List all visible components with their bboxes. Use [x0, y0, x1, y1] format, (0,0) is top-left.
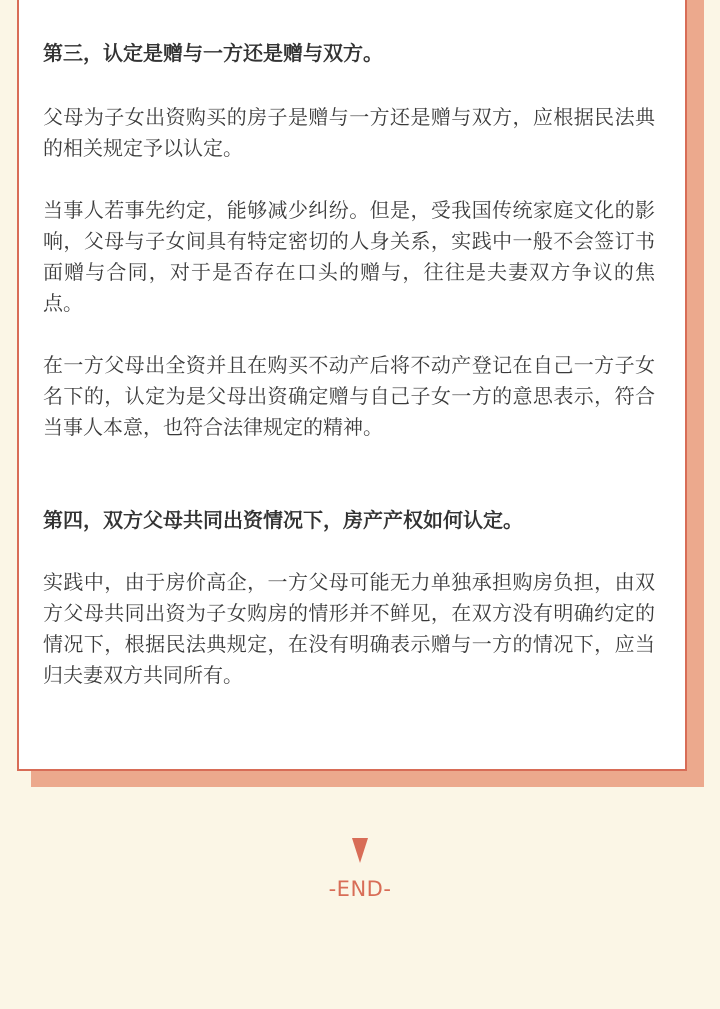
section-3-paragraph-1: 父母为子女出资购买的房子是赠与一方还是赠与双方，应根据民法典的相关规定予以认定。	[43, 105, 655, 160]
section-heading-3: 第三，认定是赠与一方还是赠与双方。	[43, 41, 383, 65]
section-3-paragraph-3: 在一方父母出全资并且在购买不动产后将不动产登记在自己一方子女名下的，认定为是父母出资确定赠与自己子女一方的意思表示，符合当事人本意，也符合法律规定的精神。	[43, 353, 655, 439]
end-label: -END-	[328, 877, 392, 901]
section-3-paragraph-2: 当事人若事先约定，能够减少纠纷。但是，受我国传统家庭文化的影响，父母与子女间具有特定密切的人身关系，实践中一般不会签订书面赠与合同，对于是否存在口头的赠与，往往是夫妻双方争议的焦点。	[43, 198, 655, 315]
end-marker	[0, 838, 720, 867]
down-triangle-icon	[352, 838, 368, 863]
article-card	[17, 0, 687, 771]
section-4-paragraph-1: 实践中，由于房价高企，一方父母可能无力单独承担购房负担，由双方父母共同出资为子女购房的情形并不鲜见，在双方没有明确约定的情况下，根据民法典规定，在没有明确表示赠与一方的情况下，应当归夫妻双方共同所有。	[43, 570, 655, 687]
section-heading-4: 第四，双方父母共同出资情况下，房产产权如何认定。	[43, 508, 523, 532]
